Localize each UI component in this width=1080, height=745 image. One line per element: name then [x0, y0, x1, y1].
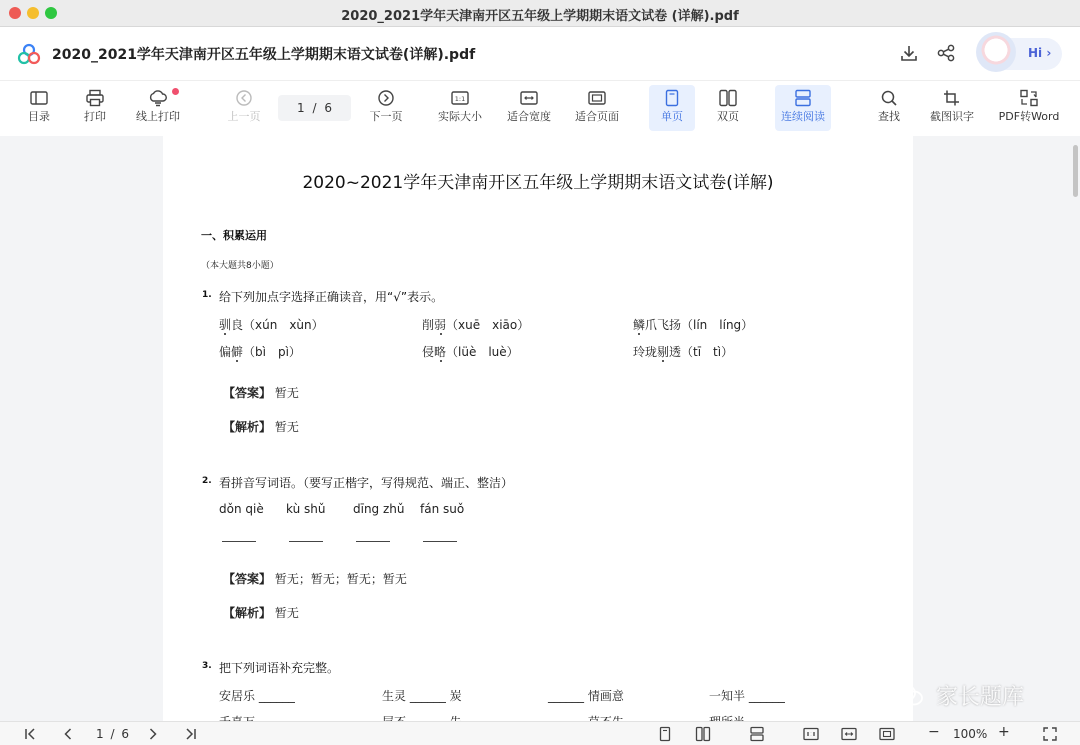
share-icon[interactable] [936, 43, 956, 63]
cloud-print-icon [148, 89, 168, 107]
question-number: 1. [202, 290, 212, 300]
main-toolbar [0, 81, 1080, 136]
watermark-text: 家长题库 [936, 685, 1025, 710]
emphasis-dot [236, 360, 238, 362]
answer-line: 【答案】 暂无；暂无；暂无；暂无 [223, 572, 407, 586]
question-text: 把下列词语补充完整。 [219, 661, 340, 675]
actual-size-icon[interactable] [803, 726, 819, 742]
actual-size-button[interactable]: 1:1 实际大小 [435, 85, 485, 131]
notification-dot [172, 88, 179, 95]
reading-item: 偏僻（bì pì） [219, 345, 301, 359]
print-button[interactable]: 打印 [76, 85, 114, 131]
printer-icon [85, 89, 105, 107]
svg-text:1:1: 1:1 [454, 95, 466, 103]
emphasis-dot [662, 360, 664, 362]
vertical-scrollbar[interactable] [1073, 145, 1078, 197]
document-title: 2020~2021学年天津南开区五年级上学期期末语文试卷(详解) [302, 173, 774, 193]
single-page-icon [662, 89, 682, 107]
section-note: （本大题共8小题） [201, 261, 279, 271]
window-titlebar [0, 0, 1080, 27]
continuous-scroll-icon[interactable] [749, 726, 765, 742]
next-page-icon[interactable] [145, 726, 161, 742]
reading-item: 削弱（xuē xiāo） [422, 318, 530, 332]
fit-width-icon [519, 89, 539, 107]
fit-page-icon [587, 89, 607, 107]
fit-page-icon[interactable] [879, 726, 895, 742]
pdf-to-word-button[interactable]: PDF转Word [995, 85, 1063, 131]
answer-blank [222, 541, 256, 542]
answer-blank [356, 541, 390, 542]
fit-width-button[interactable]: 适合宽度 [503, 85, 555, 131]
toc-button[interactable]: 目录 [20, 85, 58, 131]
pinyin-item: dīng zhǔ [353, 502, 405, 516]
screenshot-ocr-button[interactable]: 截图识字 [925, 85, 979, 131]
emphasis-dot [224, 333, 226, 335]
ai-assistant-button[interactable] [980, 38, 1062, 70]
convert-icon [1019, 89, 1039, 107]
chevron-right-circle-icon [376, 89, 396, 107]
page-number-field[interactable]: 1 / 6 [278, 95, 351, 121]
chevron-right-icon: › [1046, 46, 1052, 60]
bottom-page-indicator[interactable]: 1 / 6 [96, 727, 129, 741]
document-viewport[interactable] [0, 136, 1080, 721]
download-icon[interactable] [899, 43, 919, 63]
emphasis-dot [440, 360, 442, 362]
wechat-watermark-icon [893, 683, 925, 707]
answer-line: 【答案】 暂无 [223, 386, 299, 400]
next-page-button[interactable]: 下一页 [365, 85, 407, 131]
reading-item: 侵略（lüè luè） [422, 345, 519, 359]
document-header [0, 27, 1080, 81]
sidebar-icon [29, 89, 49, 107]
fit-page-button[interactable]: 适合页面 [572, 85, 622, 131]
pdf-page [163, 136, 913, 736]
reading-item: 驯良（xún xùn） [219, 318, 324, 332]
question-text: 给下列加点字选择正确读音，用“√”表示。 [219, 290, 444, 304]
last-page-icon[interactable] [183, 726, 199, 742]
online-print-button[interactable]: 线上打印 [132, 85, 184, 131]
window-title: 2020_2021学年天津南开区五年级上学期期末语文试卷 (详解).pdf [341, 9, 739, 24]
question-number: 2. [202, 476, 212, 486]
fill-item: ______ 情画意 [548, 689, 624, 703]
fit-width-icon[interactable] [841, 726, 857, 742]
emphasis-dot [638, 333, 640, 335]
double-page-icon [718, 89, 738, 107]
assistant-avatar [976, 32, 1016, 72]
actual-size-icon [450, 89, 470, 107]
emphasis-dot [440, 333, 442, 335]
reading-item: 鳞爪飞扬（lín líng） [633, 318, 754, 332]
pinyin-item: dǒn qiè [219, 502, 264, 516]
question-text: 看拼音写词语。（要写正楷字，写得规范、端正、整洁） [219, 476, 514, 490]
ai-assistant-label: Hi › [1028, 46, 1052, 60]
question-number: 3. [202, 661, 212, 671]
continuous-reading-button[interactable]: 连续阅读 [775, 85, 831, 131]
zoom-level[interactable]: 100% [953, 727, 988, 741]
analysis-line: 【解析】 暂无 [223, 606, 299, 620]
find-button[interactable]: 查找 [870, 85, 908, 131]
answer-blank [289, 541, 323, 542]
bottom-navigation-bar [0, 721, 1080, 745]
single-page-icon[interactable] [657, 726, 673, 742]
zoom-out-button[interactable]: − [928, 724, 940, 740]
section-heading: 一、积累运用 [201, 229, 267, 242]
pinyin-item: kù shǔ [286, 502, 326, 516]
first-page-icon[interactable] [22, 726, 38, 742]
pinyin-item: fán suǒ [420, 502, 465, 516]
zoom-in-button[interactable]: + [998, 724, 1010, 740]
document-name: 2020_2021学年天津南开区五年级上学期期末语文试卷(详解).pdf [52, 47, 476, 63]
chevron-left-circle-icon [234, 89, 254, 107]
previous-page-icon[interactable] [60, 726, 76, 742]
fill-item: 安居乐 ______ [219, 689, 295, 703]
app-logo-icon [18, 43, 40, 65]
crop-icon [942, 89, 962, 107]
double-page-button[interactable]: 双页 [708, 85, 748, 131]
reading-item: 玲珑剔透（tī tì） [633, 345, 734, 359]
answer-blank [423, 541, 457, 542]
double-page-icon[interactable] [695, 726, 711, 742]
single-page-button[interactable]: 单页 [649, 85, 695, 131]
fullscreen-icon[interactable] [1042, 726, 1058, 742]
prev-page-button[interactable]: 上一页 [224, 85, 264, 131]
analysis-line: 【解析】 暂无 [223, 420, 299, 434]
fill-item: 生灵 ______ 炭 [382, 689, 462, 703]
fill-item: 一知半 ______ [709, 689, 785, 703]
continuous-scroll-icon [793, 89, 813, 107]
search-icon [879, 89, 899, 107]
